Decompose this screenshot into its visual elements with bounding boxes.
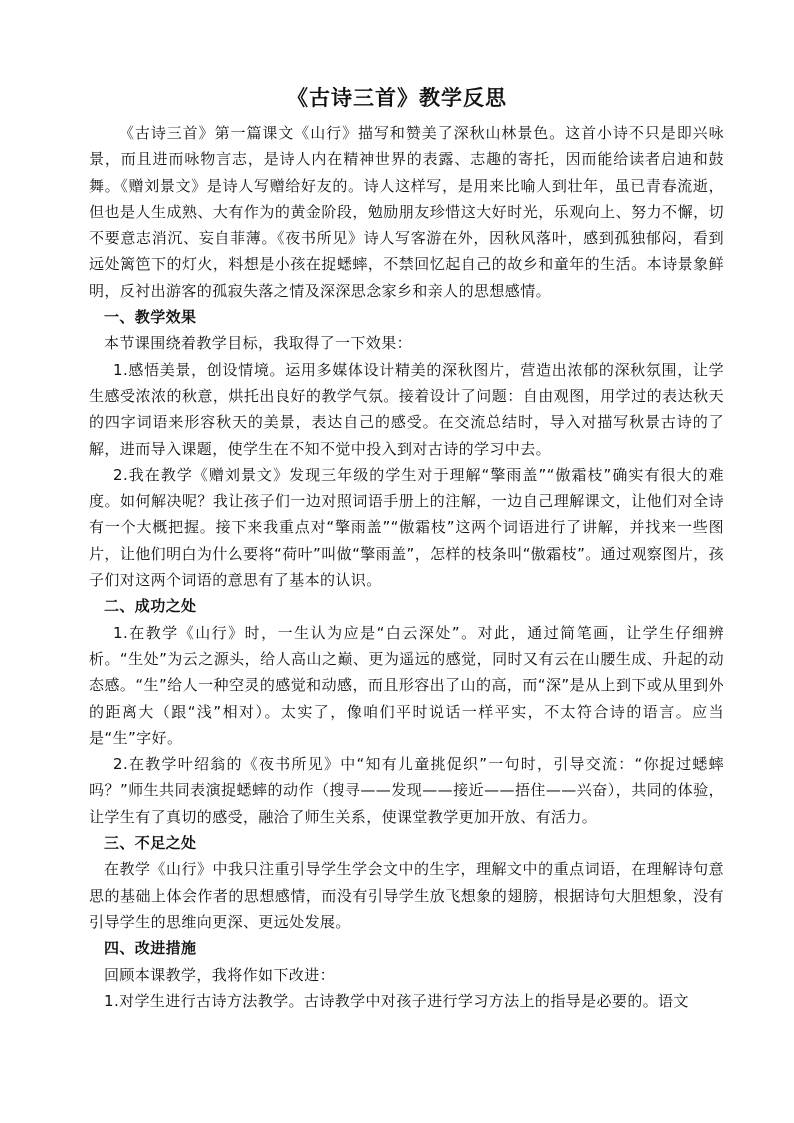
- section2-item-1: 1.在教学《山行》时，一生认为应是“白云深处”。对此，通过简笔画，让学生仔细辨析。“生处”为云之源头，给人高山之巅、更为遥远的感觉，同时又有云在山腰生成、升起的动态感。“生”给人一种空灵的感觉和动感，而且形容出了山的高，而“深”是从上到下或从里到外的距离大（跟“浅”相对）。太实了，像咱们平时说话一样平实，不太符合诗的语言。应当是“生”字好。: [89, 623, 724, 747]
- section-heading-successes: 二、成功之处: [104, 597, 197, 616]
- section1-item-2: 2.我在教学《赠刘景文》发现三年级的学生对于理解“擎雨盖”“傲霜枝”确实有很大的难度。如何解决呢？我让孩子们一边对照词语手册上的注解，一边自己理解课文，让他们对全诗有一个大概把握。接下来我重点对“擎雨盖”“傲霜枝”这两个词语进行了讲解，并找来一些图片，让他们明白为什么要将“荷叶”叫做“擎雨盖”，怎样的枝条叫“傲霜枝”。通过观察图片，孩子们对这两个词语的意思有了基本的认识。: [89, 465, 724, 590]
- section4-item-1: 1.对学生进行古诗方法教学。古诗教学中对孩子进行学习方法上的指导是必要的。语文: [104, 991, 689, 1010]
- section-heading-teaching-effect: 一、教学效果: [104, 308, 197, 327]
- section1-lead-paragraph: 本节课围绕着教学目标，我取得了一下效果：: [104, 334, 413, 353]
- document-title: 《古诗三首》教学反思: [287, 86, 507, 110]
- section3-paragraph: 在教学《山行》中我只注重引导学生学会文中的生字，理解文中的重点词语，在理解诗句意思的基础上体会作者的思想感情，而没有引导学生放飞想象的翅膀，根据诗句大胆想象，没有引导学生的思维向更深、更远处发展。: [89, 860, 724, 931]
- intro-paragraph: 《古诗三首》第一篇课文《山行》描写和赞美了深秋山林景色。这首小诗不只是即兴咏景，而且进而咏物言志，是诗人内在精神世界的表露、志趣的寄托，因而能给读者启迪和鼓舞。《赠刘景文》是诗人写赠给好友的。诗人这样写，是用来比喻人到壮年，虽已青春流逝，但也是人生成熟、大有作为的黄金阶段，勉励朋友珍惜这大好时光，乐观向上、努力不懈，切不要意志消沉、妄自菲薄。《夜书所见》诗人写客游在外，因秋风落叶，感到孤独郁闷，看到远处篱笆下的灯火，料想是小孩在捉蟋蟀，不禁回忆起自己的故乡和童年的生活。本诗景象鲜明，反衬出游客的孤寂失落之情及深深思念家乡和亲人的思想感情。: [89, 124, 724, 300]
- section4-lead-paragraph: 回顾本课教学，我将作如下改进：: [104, 965, 336, 984]
- section-heading-shortcomings: 三、不足之处: [104, 834, 197, 853]
- document-body: [89, 120, 724, 1014]
- section-heading-improvements: 四、改进措施: [104, 939, 197, 958]
- section1-item-1: 1.感悟美景，创设情境。运用多媒体设计精美的深秋图片，营造出浓郁的深秋氛围，让学生感受浓浓的秋意，烘托出良好的教学气氛。接着设计了问题：自由观图，用学过的表达秋天的四字词语来形容秋天的美景，表达自己的感受。在交流总结时，导入对描写秋景古诗的了解，进而导入课题，使学生在不知不觉中投入到对古诗的学习中去。: [89, 360, 724, 458]
- section2-item-2: 2.在教学叶绍翁的《夜书所见》中“知有儿童挑促织”一句时，引导交流：“你捉过蟋蟀吗？”师生共同表演捉蟋蟀的动作（搜寻——发现——接近——捂住——兴奋），共同的体验，让学生有了真切的感受，融洽了师生关系，使课堂教学更加开放、有活力。: [89, 755, 724, 826]
